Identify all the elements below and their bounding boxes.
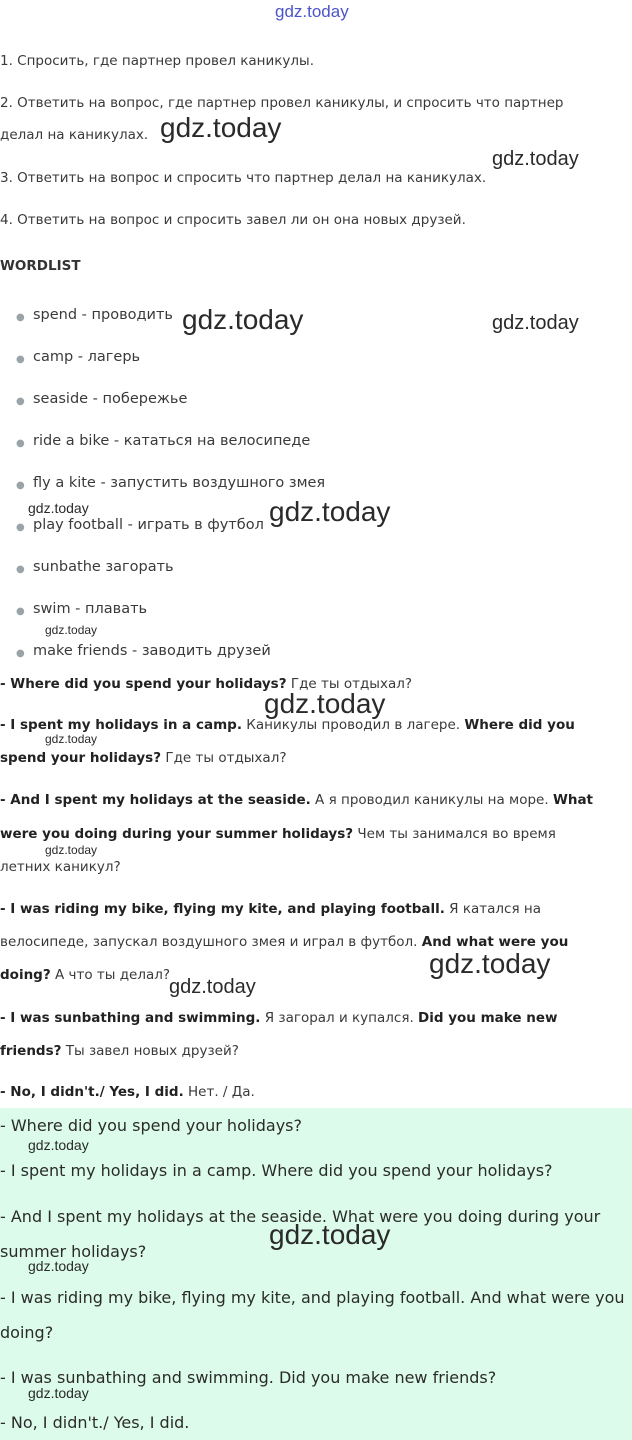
answer-line: - I was sunbathing and swimming. Did you make new friends?	[0, 1368, 497, 1387]
site-logo: gdz.today	[275, 2, 349, 21]
bullet-icon: ●	[16, 480, 25, 491]
watermark: gdz.today	[160, 112, 282, 143]
dialog-line: were you doing during your summer holidays? Чем ты занимался во время	[0, 826, 556, 842]
answer-line: - I was riding my bike, flying my kite, and playing football. And what were you	[0, 1288, 625, 1307]
dialog-line: - I spent my holidays in a camp. Каникулы проводил в лагере. Where did you	[0, 717, 575, 733]
dialog-line: doing? А что ты делал?	[0, 967, 171, 983]
bullet-icon: ●	[16, 312, 25, 323]
list-item: camp - лагерь	[33, 349, 141, 365]
bullet-icon: ●	[16, 564, 25, 575]
list-item: swim - плавать	[33, 601, 148, 617]
list-item: play football - играть в футбол	[33, 517, 264, 533]
dialog-line: friends? Ты завел новых друзей?	[0, 1043, 239, 1059]
bullet-icon: ●	[16, 354, 25, 365]
answer-block	[0, 1108, 632, 1440]
list-item: seaside - побережье	[33, 391, 188, 407]
watermark: gdz.today	[492, 148, 579, 170]
task-2: 2. Ответить на вопрос, где партнер провел каникулы, и спросить что партнер	[0, 95, 564, 111]
dialog-line: летних каникул?	[0, 859, 121, 875]
dialog-line: - And I spent my holidays at the seaside. А я проводил каникулы на море. What	[0, 792, 594, 808]
watermark: gdz.today	[45, 623, 98, 637]
list-item: fly a kite - запустить воздушного змея	[33, 475, 326, 491]
watermark: gdz.today	[45, 732, 98, 746]
answer-line: doing?	[0, 1323, 54, 1342]
dialog-line: - No, I didn't./ Yes, I did. Нет. / Да.	[0, 1084, 255, 1100]
dialog-line: велосипеде, запускал воздушного змея и играл в футбол. And what were you	[0, 934, 569, 950]
bullet-icon: ●	[16, 438, 25, 449]
list-item: spend - проводить	[33, 307, 173, 323]
bullet-icon: ●	[16, 606, 25, 617]
dialog-line: - Where did you spend your holidays? Где ты отдыхал?	[0, 676, 413, 692]
answer-line: summer holidays?	[0, 1242, 147, 1261]
list-item: make friends - заводить друзей	[33, 643, 271, 659]
list-item: ride a bike - кататься на велосипеде	[33, 433, 311, 449]
watermark: gdz.today	[28, 500, 89, 516]
dialog-line: spend your holidays? Где ты отдыхал?	[0, 750, 287, 766]
list-item: sunbathe загорать	[33, 559, 174, 575]
watermark: gdz.today	[492, 312, 579, 334]
task-1: 1. Спросить, где партнер провел каникулы.	[0, 53, 314, 69]
watermark: gdz.today	[45, 843, 98, 857]
watermark: gdz.today	[169, 976, 256, 998]
watermark: gdz.today	[264, 688, 386, 719]
watermark: gdz.today	[182, 304, 304, 335]
answer-line: - I spent my holidays in a camp. Where did you spend your holidays?	[0, 1161, 553, 1180]
watermark: gdz.today	[429, 948, 551, 979]
task-3: 3. Ответить на вопрос и спросить что партнер делал на каникулах.	[0, 170, 487, 186]
task-2-cont: делал на каникулах.	[0, 127, 149, 143]
answer-line: - And I spent my holidays at the seaside. What were you doing during your	[0, 1207, 601, 1226]
watermark: gdz.today	[28, 1258, 89, 1274]
watermark: gdz.today	[269, 1219, 391, 1250]
dialog-line: - I was riding my bike, flying my kite, and playing football. Я катался на	[0, 901, 541, 917]
wordlist-title: WORDLIST	[0, 258, 81, 274]
dialog-line: - I was sunbathing and swimming. Я загорал и купался. Did you make new	[0, 1010, 558, 1026]
bullet-icon: ●	[16, 396, 25, 407]
answer-line: - No, I didn't./ Yes, I did.	[0, 1413, 190, 1432]
task-4: 4. Ответить на вопрос и спросить завел ли он она новых друзей.	[0, 212, 466, 228]
answer-line: - Where did you spend your holidays?	[0, 1116, 303, 1135]
watermark: gdz.today	[269, 496, 391, 527]
watermark: gdz.today	[28, 1137, 89, 1153]
watermark: gdz.today	[28, 1385, 89, 1401]
bullet-icon: ●	[16, 648, 25, 659]
bullet-icon: ●	[16, 522, 25, 533]
